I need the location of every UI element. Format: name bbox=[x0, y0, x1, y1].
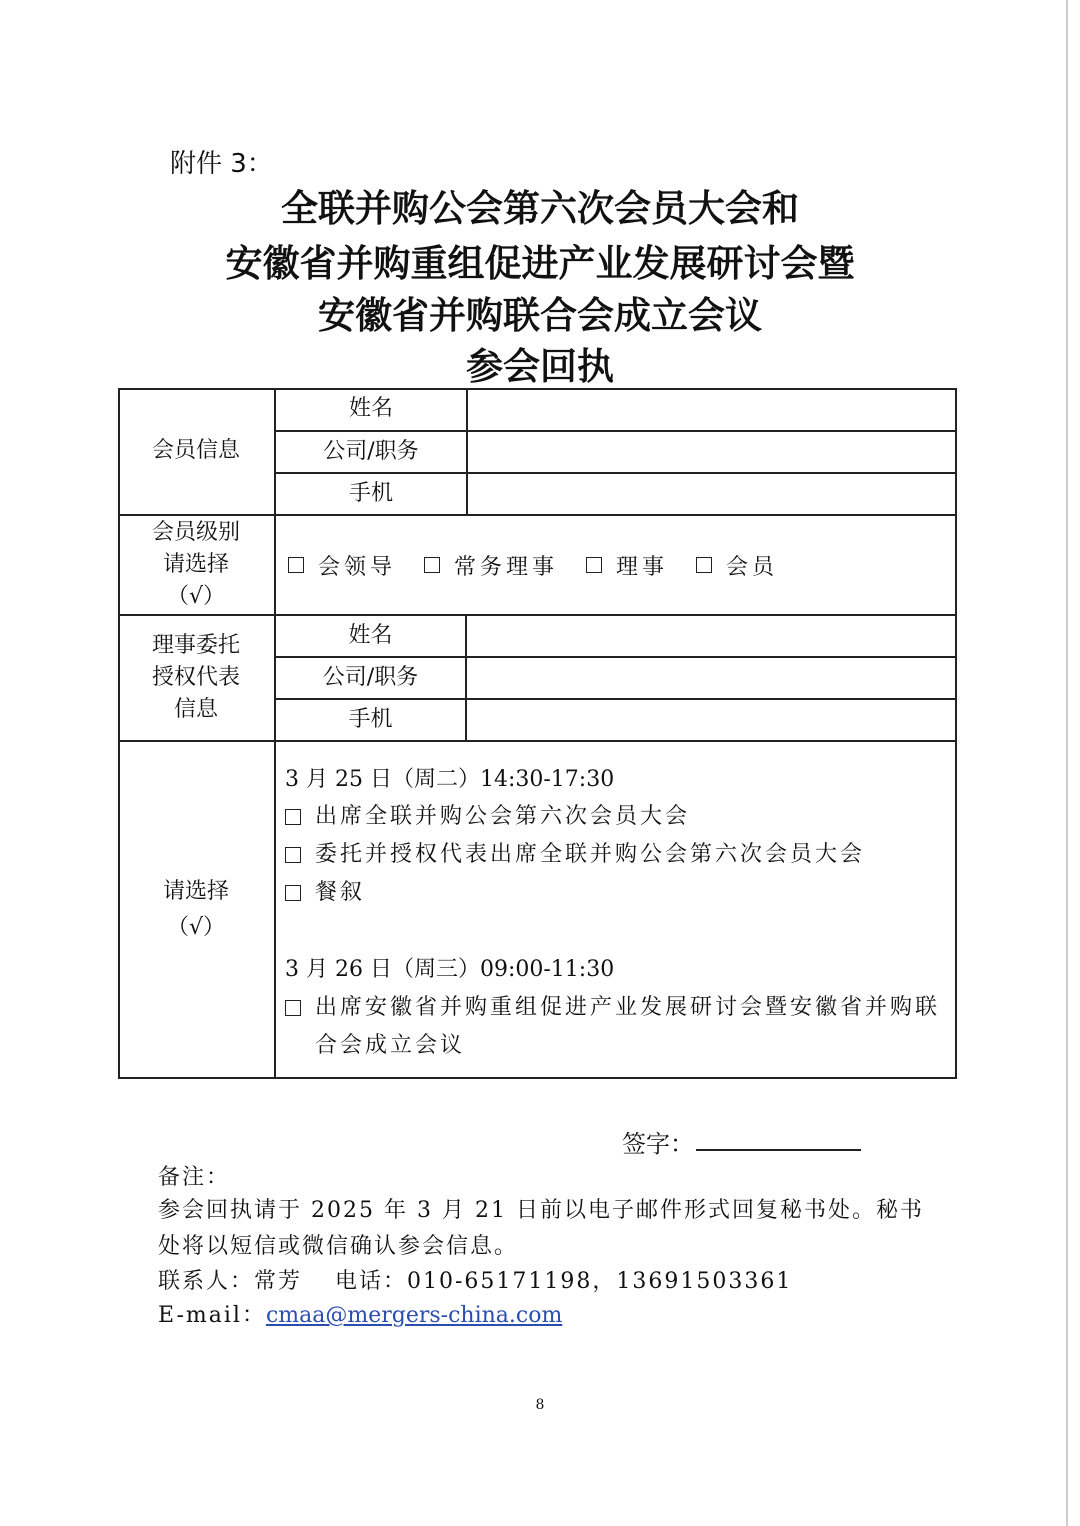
notes-line: 参会回执请于 2025 年 3 月 21 日前以电子邮件形式回复秘书处。秘书 bbox=[158, 1198, 924, 1223]
day1-date-text: 3 月 25 日（周二）14:30-17:30 bbox=[285, 767, 615, 792]
proxy-name-label: 姓名 bbox=[348, 623, 393, 648]
notes-heading: 备注： bbox=[158, 1165, 231, 1190]
checkbox[interactable] bbox=[285, 847, 301, 863]
proxy-label-line: 授权代表 bbox=[151, 665, 240, 690]
title-line-3: 安徽省并购联合会成立会议 bbox=[318, 294, 762, 337]
proxy-company-field[interactable] bbox=[467, 658, 954, 698]
signature-label: 签字： bbox=[622, 1130, 694, 1158]
day2-date-text: 3 月 26 日（周三）09:00-11:30 bbox=[285, 957, 615, 982]
email-label: E-mail： bbox=[158, 1303, 266, 1328]
level-option-member[interactable] bbox=[696, 550, 778, 581]
attachment-label: 附件 3： bbox=[170, 149, 273, 179]
day1-option-dinner[interactable] bbox=[285, 874, 955, 912]
option-label: 委托并授权代表出席全联并购公会第六次会员大会 bbox=[315, 842, 866, 867]
member-level-label-line: 请选择 bbox=[162, 552, 229, 577]
option-label: 餐叙 bbox=[315, 880, 366, 905]
day2-option-attend[interactable] bbox=[285, 989, 955, 1065]
checkbox[interactable] bbox=[696, 557, 712, 573]
proxy-phone-field[interactable] bbox=[467, 700, 954, 740]
member-level-label bbox=[118, 516, 274, 614]
proxy-label-line: 信息 bbox=[173, 697, 218, 722]
checkbox[interactable] bbox=[285, 885, 301, 901]
notes-line: 处将以短信或微信确认参会信息。 bbox=[158, 1234, 519, 1259]
title-line-2: 安徽省并购重组促进产业发展研讨会暨 bbox=[225, 242, 855, 285]
proxy-company-label: 公司/职务 bbox=[322, 665, 419, 690]
option-label: 出席全联并购公会第六次会员大会 bbox=[315, 804, 691, 829]
proxy-info-label bbox=[118, 616, 274, 740]
member-phone-field[interactable] bbox=[468, 474, 954, 514]
proxy-label-line: 理事委托 bbox=[151, 633, 240, 658]
member-phone-label: 手机 bbox=[348, 481, 393, 506]
selection-label-line: （√） bbox=[166, 915, 226, 940]
checkbox[interactable] bbox=[424, 557, 440, 573]
email-line bbox=[158, 1298, 562, 1329]
selection-label-line: 请选择 bbox=[162, 879, 229, 904]
day2-date bbox=[285, 951, 614, 989]
level-option-executive-director[interactable] bbox=[424, 550, 558, 581]
reply-form-table bbox=[118, 388, 957, 1079]
member-info-label: 会员信息 bbox=[151, 438, 240, 463]
option-label: 出席安徽省并购重组促进产业发展研讨会暨安徽省并购联合会成立会议 bbox=[315, 995, 941, 1058]
level-option-director[interactable] bbox=[586, 550, 668, 581]
member-level-label-line: （√） bbox=[166, 584, 226, 609]
day1-option-attend[interactable] bbox=[285, 798, 955, 836]
member-name-field[interactable] bbox=[468, 390, 954, 430]
option-label: 会领导 bbox=[318, 554, 397, 580]
checkbox[interactable] bbox=[285, 809, 301, 825]
table-border-right bbox=[955, 388, 957, 1079]
member-company-field[interactable] bbox=[468, 432, 954, 472]
email-link[interactable]: cmaa@mergers-china.com bbox=[265, 1303, 563, 1328]
proxy-name-field[interactable] bbox=[467, 616, 954, 656]
signature-line[interactable] bbox=[696, 1149, 861, 1151]
member-level-options bbox=[288, 516, 806, 614]
option-label: 常务理事 bbox=[454, 554, 559, 580]
title-line-1: 全联并购公会第六次会员大会和 bbox=[281, 187, 799, 230]
checkbox[interactable] bbox=[586, 557, 602, 573]
member-name-label: 姓名 bbox=[348, 396, 393, 421]
proxy-phone-label: 手机 bbox=[348, 707, 393, 732]
option-label: 理事 bbox=[616, 554, 669, 580]
member-level-label-line: 会员级别 bbox=[151, 520, 240, 545]
contact-line: 联系人：常芳 电话：010-65171198，13691503361 bbox=[158, 1269, 793, 1294]
day1-option-proxy[interactable] bbox=[285, 836, 955, 874]
title-line-4: 参会回执 bbox=[466, 345, 614, 388]
page-number: 8 bbox=[535, 1397, 545, 1413]
level-option-leader[interactable] bbox=[288, 550, 396, 581]
selection-label bbox=[118, 742, 274, 1078]
member-company-label: 公司/职务 bbox=[323, 439, 419, 464]
checkbox[interactable] bbox=[288, 557, 304, 573]
checkbox[interactable] bbox=[285, 1000, 301, 1016]
option-label: 会员 bbox=[726, 554, 779, 580]
day1-date bbox=[285, 761, 614, 799]
